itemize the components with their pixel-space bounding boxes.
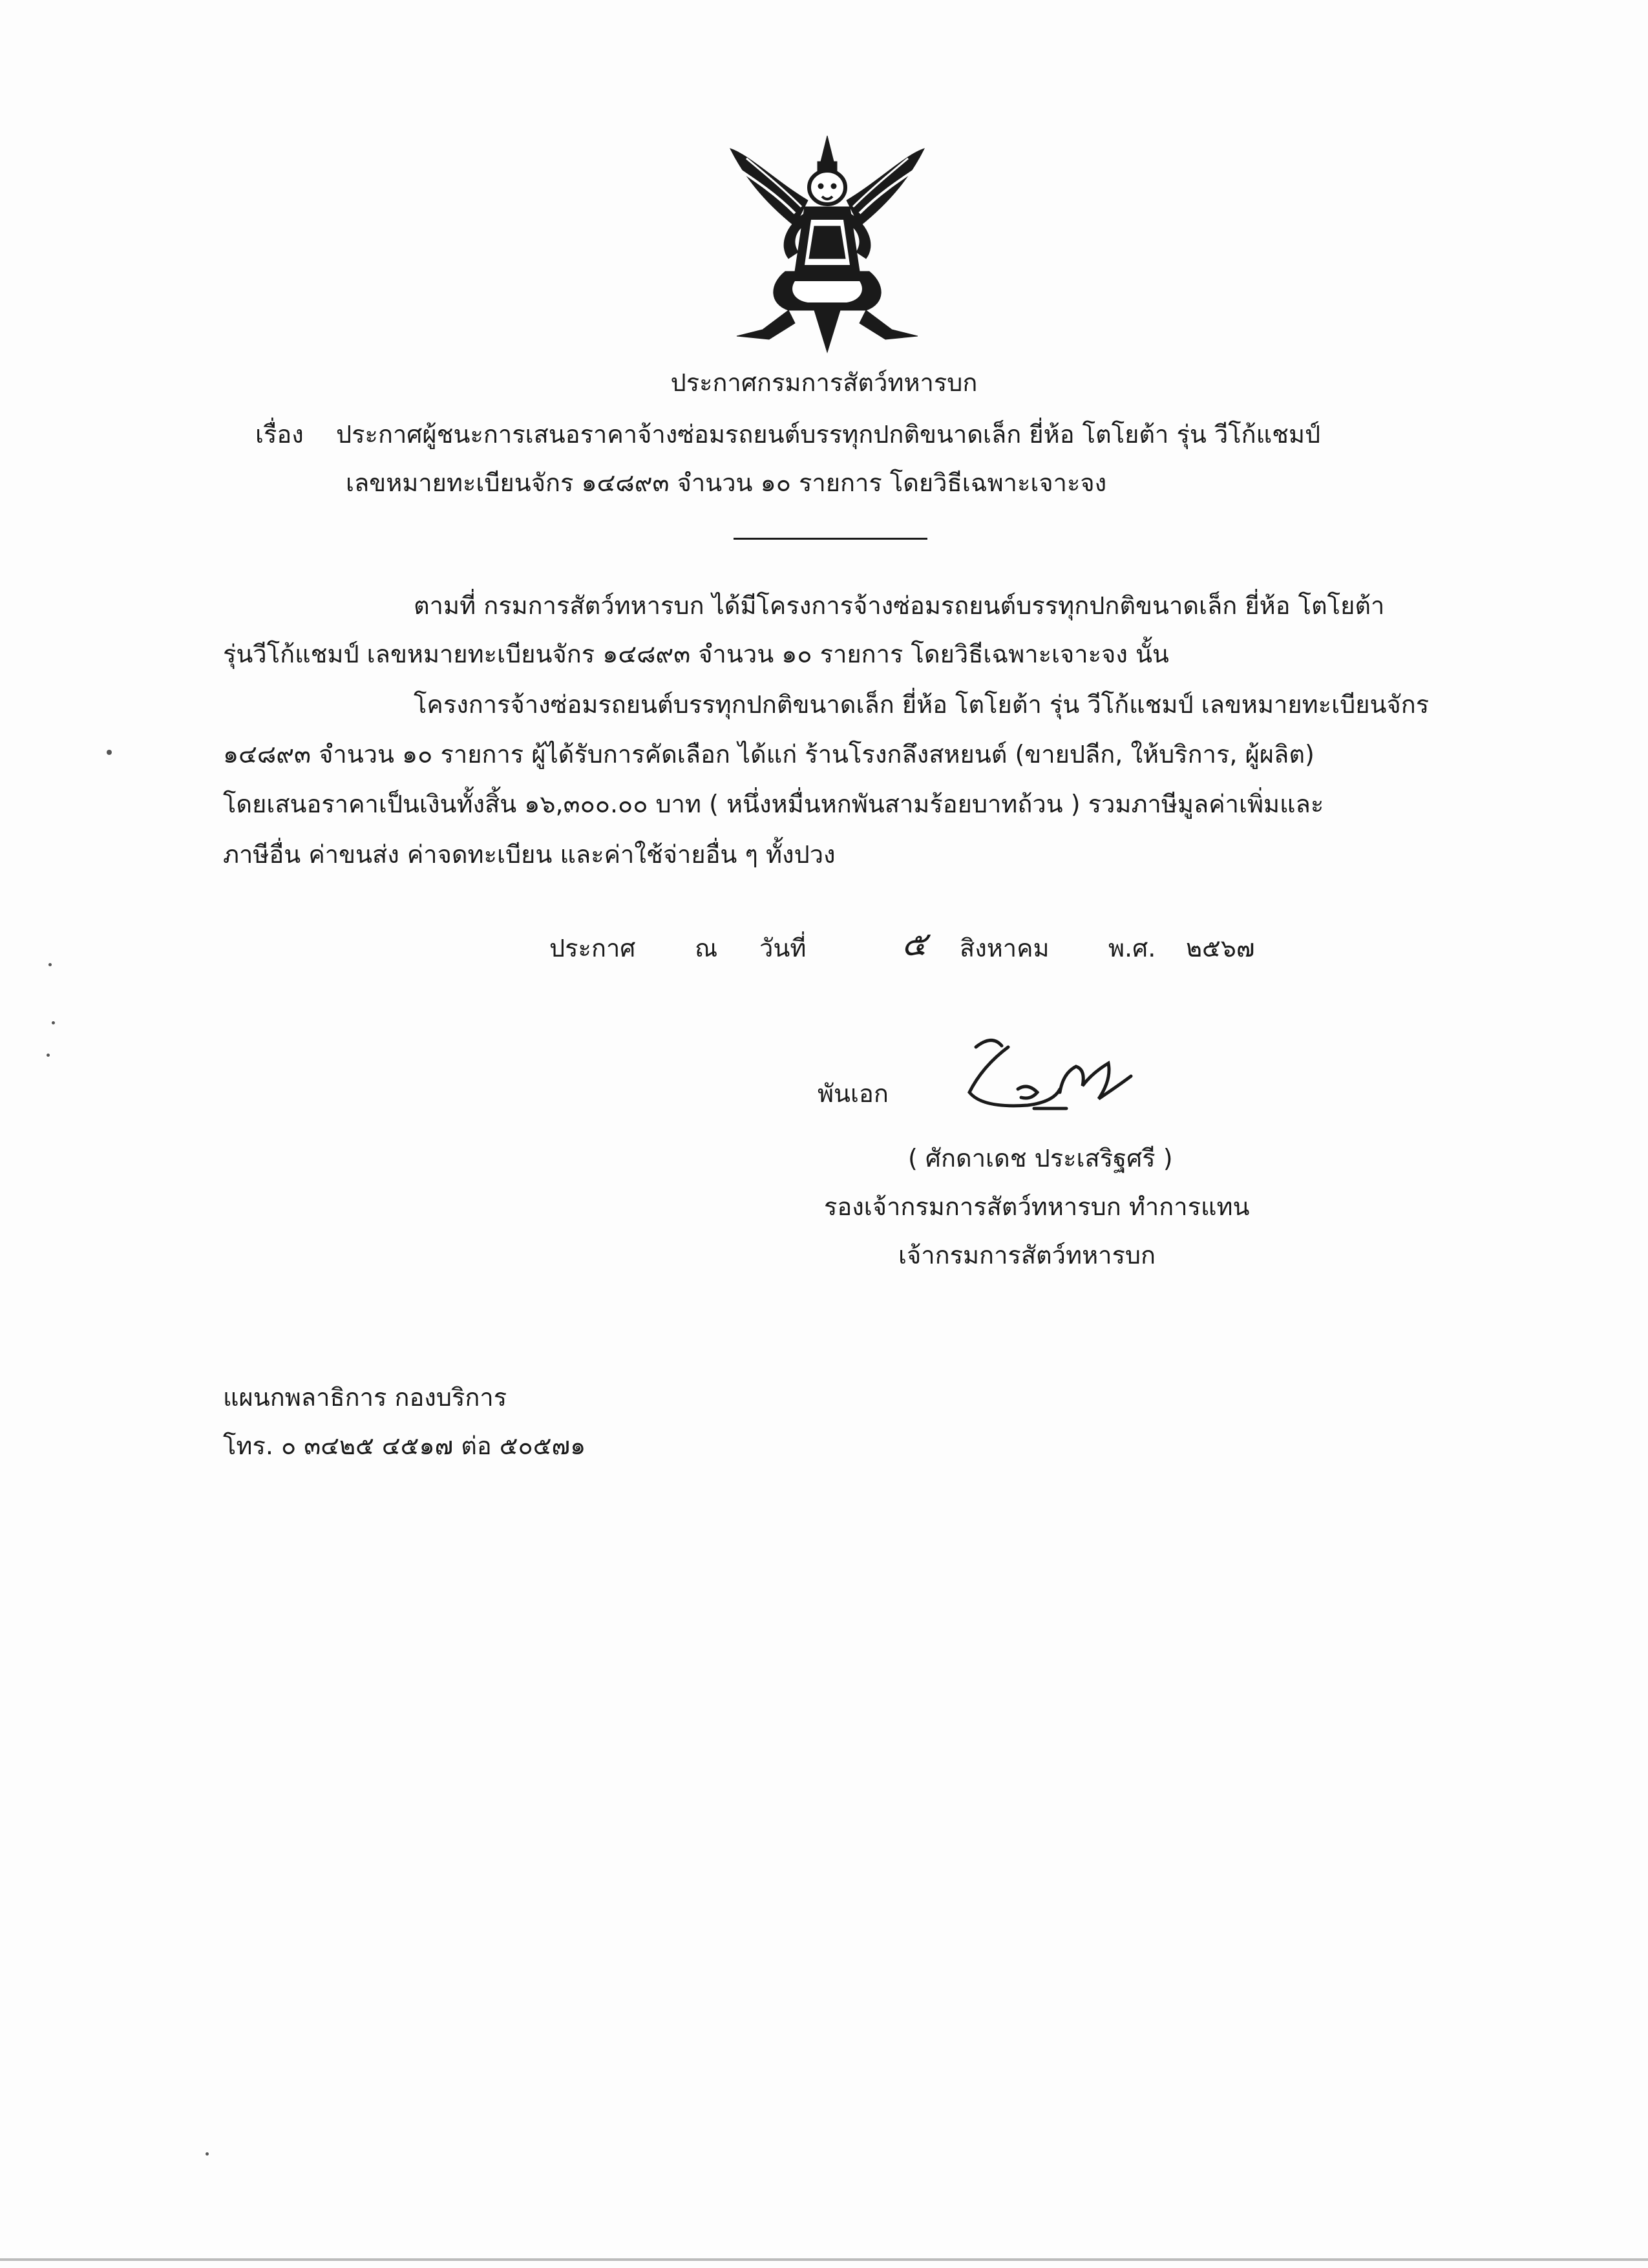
date-day-value-handwritten: ๕ [902, 925, 927, 964]
contact-phone: โทร. ๐ ๓๔๒๕ ๔๕๑๗ ต่อ ๕๐๕๗๑ [223, 1432, 586, 1460]
document-title: ประกาศกรมการสัตว์ทหารบก [670, 368, 978, 397]
body-paragraph-2-line-3: โดยเสนอราคาเป็นเงินทั้งสิ้น ๑๖,๓๐๐.๐๐ บาท ( หนึ่งหมื่นหกพันสามร้อยบาทถ้วน ) รวมภาษีมูลค่าเพิ่มและ [223, 790, 1324, 818]
subject-label: เรื่อง [255, 420, 304, 449]
scan-speck [52, 1021, 55, 1024]
date-prefix: ประกาศ [549, 934, 636, 962]
body-paragraph-2-line-2: ๑๔๘๙๓ จำนวน ๑๐ รายการ ผู้ได้รับการคัดเลือก ได้แก่ ร้านโรงกลึงสหยนต์ (ขายปลีก, ให้บริการ, ผู้ผลิต) [223, 740, 1315, 768]
date-year: ๒๕๖๗ [1186, 934, 1255, 962]
signatory-position-line-1: รองเจ้ากรมการสัตว์ทหารบก ทำการแทน [824, 1192, 1250, 1221]
subject-line-1: ประกาศผู้ชนะการเสนอราคาจ้างซ่อมรถยนต์บรรทุกปกติขนาดเล็ก ยี่ห้อ โตโยต้า รุ่น วีโก้แชมป์ [336, 420, 1321, 449]
date-month: สิงหาคม [960, 934, 1050, 962]
signatory-position-line-2: เจ้ากรมการสัตว์ทหารบก [898, 1241, 1156, 1269]
scan-speck [206, 2152, 209, 2156]
scan-speck [47, 1054, 50, 1057]
scan-speck [48, 963, 52, 966]
scan-bottom-edge [0, 2258, 1648, 2261]
body-paragraph-1-line-2: รุ่นวีโก้แชมป์ เลขหมายทะเบียนจักร ๑๔๘๙๓ จำนวน ๑๐ รายการ โดยวิธีเฉพาะเจาะจง นั้น [223, 640, 1169, 668]
scan-speck [107, 750, 112, 755]
subject-line-2: เลขหมายทะเบียนจักร ๑๔๘๙๓ จำนวน ๑๐ รายการ โดยวิธีเฉพาะเจาะจง [346, 469, 1107, 497]
garuda-emblem-icon [724, 129, 931, 355]
body-paragraph-1-line-1: ตามที่ กรมการสัตว์ทหารบก ได้มีโครงการจ้างซ่อมรถยนต์บรรทุกปกติขนาดเล็ก ยี่ห้อ โตโยต้า [414, 591, 1385, 620]
handwritten-signature-icon [956, 1028, 1150, 1125]
date-era: พ.ศ. [1108, 934, 1156, 962]
body-paragraph-2-line-4: ภาษีอื่น ค่าขนส่ง ค่าจดทะเบียน และค่าใช้จ่ายอื่น ๆ ทั้งปวง [223, 840, 836, 869]
signatory-name: ( ศักดาเดช ประเสริฐศรี ) [908, 1144, 1173, 1172]
contact-department: แผนกพลาธิการ กองบริการ [223, 1383, 507, 1412]
signatory-rank: พันเอก [818, 1079, 889, 1108]
title-divider [734, 538, 927, 540]
date-day-label: วันที่ [759, 934, 807, 962]
body-paragraph-2-line-1: โครงการจ้างซ่อมรถยนต์บรรทุกปกติขนาดเล็ก ยี่ห้อ โตโยต้า รุ่น วีโก้แชมป์ เลขหมายทะเบียนจักร [414, 690, 1430, 719]
date-at: ณ [695, 934, 718, 962]
